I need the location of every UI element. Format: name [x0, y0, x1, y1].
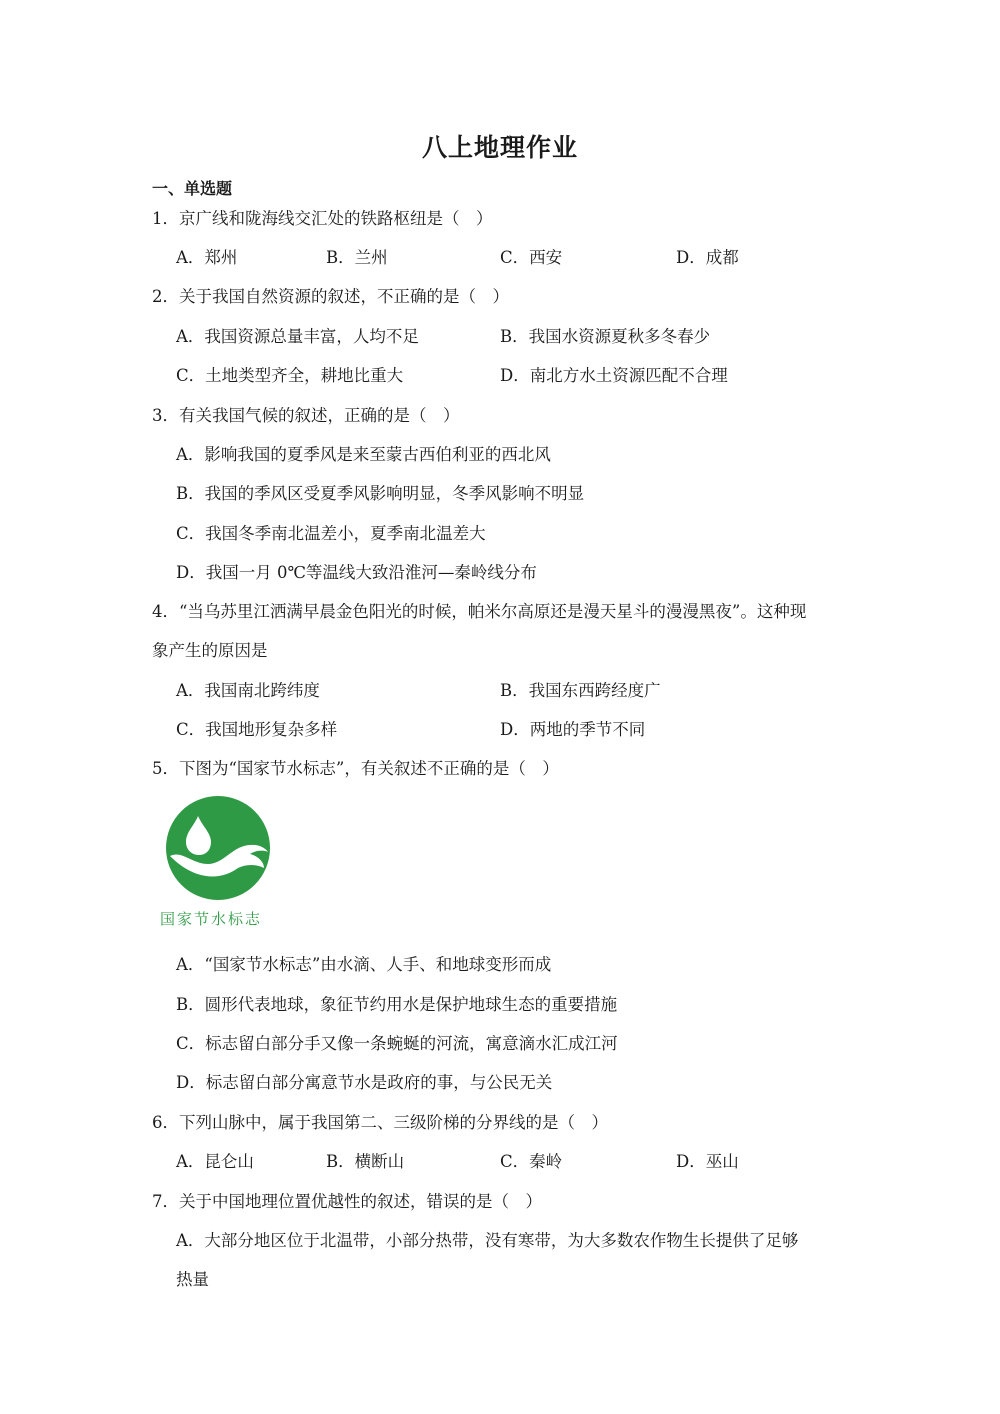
logo-caption: 国家节水标志: [160, 910, 263, 928]
question-3-stem: 3．有关我国气候的叙述，正确的是（ ）: [152, 406, 460, 425]
question-6-stem: 6．下列山脉中，属于我国第二、三级阶梯的分界线的是（ ）: [152, 1113, 608, 1132]
question-4-stem-line-2: 象产生的原因是: [152, 641, 268, 660]
question-5-option-b: B．圆形代表地球，象征节约用水是保护地球生态的重要措施: [176, 995, 618, 1014]
question-1-stem: 1．京广线和陇海线交汇处的铁路枢纽是（ ）: [152, 209, 493, 228]
question-2-stem: 2．关于我国自然资源的叙述，不正确的是（ ）: [152, 287, 509, 306]
question-4-option-a: A．我国南北跨纬度: [176, 681, 320, 700]
question-1-option-b: B．兰州: [326, 248, 388, 267]
question-3-option-c: C．我国冬季南北温差小，夏季南北温差大: [176, 524, 486, 543]
question-2-option-a: A．我国资源总量丰富，人均不足: [176, 327, 419, 346]
question-4-stem-line-1: 4．“当乌苏里江洒满早晨金色阳光的时候，帕米尔高原还是漫天星斗的漫漫黑夜”。这种现: [152, 602, 807, 621]
question-4-option-c: C．我国地形复杂多样: [176, 720, 338, 739]
question-7-option-a-line-2: 热量: [176, 1270, 209, 1289]
question-7-option-a-line-1: A．大部分地区位于北温带，小部分热带，没有寒带，为大多数农作物生长提供了足够: [176, 1231, 799, 1250]
water-saving-emblem-icon: [160, 794, 280, 904]
question-6-option-b: B．横断山: [326, 1152, 405, 1171]
question-6-option-c: C．秦岭: [500, 1152, 563, 1171]
question-2-option-d: D．南北方水土资源匹配不合理: [500, 366, 728, 385]
question-5-option-d: D．标志留白部分寓意节水是政府的事，与公民无关: [176, 1073, 553, 1092]
question-4-option-d: D．两地的季节不同: [500, 720, 646, 739]
document-title: 八上地理作业: [421, 133, 578, 162]
question-6-option-a: A．昆仑山: [176, 1152, 254, 1171]
question-2-option-b: B．我国水资源夏秋多冬春少: [500, 327, 711, 346]
question-5-option-a: A．“国家节水标志”由水滴、人手、和地球变形而成: [176, 955, 552, 974]
question-3-option-a: A．影响我国的夏季风是来至蒙古西伯利亚的西北风: [176, 445, 551, 464]
question-5-stem: 5．下图为“国家节水标志”，有关叙述不正确的是（ ）: [152, 759, 559, 778]
question-1-option-c: C．西安: [500, 248, 563, 267]
question-7-stem: 7．关于中国地理位置优越性的叙述，错误的是（ ）: [152, 1192, 542, 1211]
question-4-option-b: B．我国东西跨经度广: [500, 681, 661, 700]
question-5-option-c: C．标志留白部分手又像一条蜿蜒的河流，寓意滴水汇成江河: [176, 1034, 618, 1053]
question-6-option-d: D．巫山: [676, 1152, 739, 1171]
question-1-option-a: A．郑州: [176, 248, 238, 267]
question-3-option-d: D．我国一月 0℃等温线大致沿淮河—秦岭线分布: [176, 563, 537, 582]
section-heading: 一、单选题: [152, 179, 233, 198]
question-3-option-b: B．我国的季风区受夏季风影响明显，冬季风影响不明显: [176, 484, 585, 503]
water-saving-logo: [160, 794, 280, 930]
question-1-option-d: D．成都: [676, 248, 739, 267]
question-2-option-c: C．土地类型齐全，耕地比重大: [176, 366, 404, 385]
